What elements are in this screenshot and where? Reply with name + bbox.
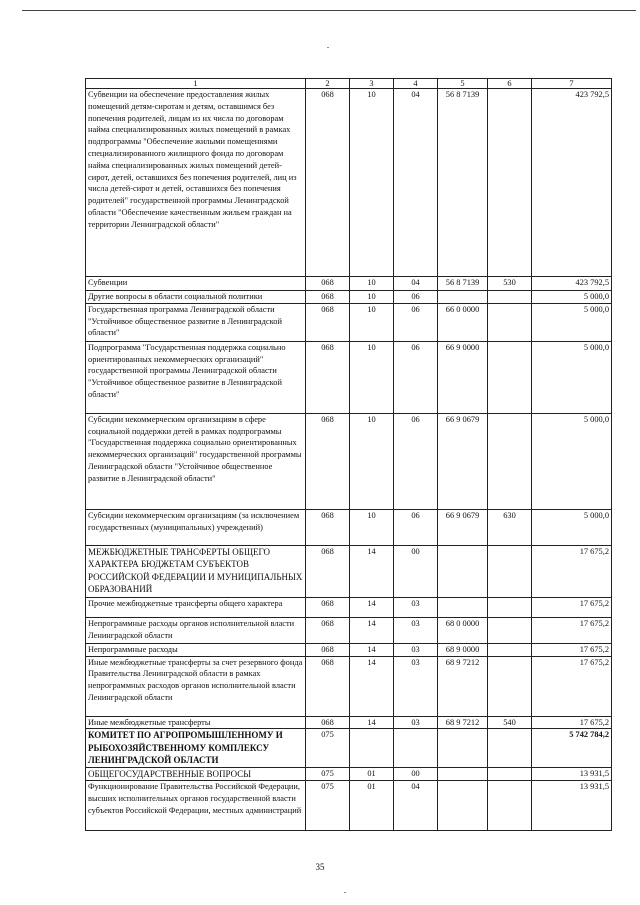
code-target: 66 9 0000 xyxy=(438,341,488,413)
table-row xyxy=(86,413,612,509)
row-name: Функционирование Правительства Российской Федерации, высших исполнительных органов государственной власти субъектов Российской Федерации, местных администраций xyxy=(86,781,306,831)
table-row xyxy=(86,643,612,656)
column-header: 6 xyxy=(488,79,532,89)
code-expense-type xyxy=(488,291,532,304)
code-expense-type xyxy=(488,656,532,716)
code-section: 01 xyxy=(350,767,394,781)
code-section: 14 xyxy=(350,597,394,617)
code-subsection: 06 xyxy=(394,303,438,341)
amount: 5 000,0 xyxy=(532,509,612,545)
column-header: 1 xyxy=(86,79,306,89)
code-gov: 068 xyxy=(306,643,350,656)
row-name: Субсидии некоммерческим организациям (за исключением государственных (муниципальных) учреждений) xyxy=(86,509,306,545)
code-target xyxy=(438,291,488,304)
scan-speck xyxy=(344,892,346,893)
code-expense-type xyxy=(488,643,532,656)
code-section: 10 xyxy=(350,291,394,304)
code-expense-type xyxy=(488,781,532,831)
code-target: 68 9 0000 xyxy=(438,643,488,656)
code-subsection: 06 xyxy=(394,509,438,545)
code-expense-type xyxy=(488,413,532,509)
code-expense-type xyxy=(488,545,532,597)
code-section: 10 xyxy=(350,89,394,277)
amount: 5 742 784,2 xyxy=(532,729,612,768)
code-gov: 068 xyxy=(306,597,350,617)
table-row xyxy=(86,781,612,831)
code-gov: 075 xyxy=(306,729,350,768)
amount: 5 000,0 xyxy=(532,413,612,509)
row-name: Другие вопросы в области социальной политики xyxy=(86,291,306,304)
amount: 423 792,5 xyxy=(532,277,612,291)
code-subsection: 06 xyxy=(394,413,438,509)
amount: 5 000,0 xyxy=(532,291,612,304)
table-row xyxy=(86,656,612,716)
code-subsection: 00 xyxy=(394,767,438,781)
code-section: 10 xyxy=(350,413,394,509)
table-row xyxy=(86,303,612,341)
amount: 17 675,2 xyxy=(532,716,612,729)
code-target: 66 9 0679 xyxy=(438,509,488,545)
amount: 17 675,2 xyxy=(532,656,612,716)
code-section: 14 xyxy=(350,643,394,656)
code-expense-type xyxy=(488,597,532,617)
table-header-row xyxy=(86,79,612,89)
code-section: 10 xyxy=(350,277,394,291)
row-name: ОБЩЕГОСУДАРСТВЕННЫЕ ВОПРОСЫ xyxy=(86,767,306,781)
code-expense-type xyxy=(488,89,532,277)
code-subsection: 04 xyxy=(394,89,438,277)
code-section: 10 xyxy=(350,303,394,341)
row-name: Подпрограмма "Государственная поддержка социально ориентированных некоммерческих организаций" государственной программы Ленинградской области "Устойчивое общественное развитие в Ленинградской области" xyxy=(86,341,306,413)
code-expense-type: 630 xyxy=(488,509,532,545)
code-expense-type xyxy=(488,767,532,781)
table-row xyxy=(86,291,612,304)
table-row xyxy=(86,729,612,768)
row-name: Субвенции на обеспечение предоставления жилых помещений детям-сиротам и детям, оставшимся без попечения родителей, лицам из их числа по договорам найма специализированных жилых помещений в рамках подпрограммы "Обеспечение жилыми помещениями специализированного жилищного фонда по договорам найма специализированных жилых помещений детей-сирот, детей, оставшихся без попечения родителей, лиц из числа детей-сирот и детей, оставшихся без попечения родителей" государственной программы Ленинградской области "Обеспечение качественным жильем граждан на территории Ленинградской области" xyxy=(86,89,306,277)
amount: 17 675,2 xyxy=(532,643,612,656)
code-section: 14 xyxy=(350,617,394,643)
code-gov: 068 xyxy=(306,277,350,291)
amount: 423 792,5 xyxy=(532,89,612,277)
table-row xyxy=(86,597,612,617)
code-section: 10 xyxy=(350,341,394,413)
row-name: Прочие межбюджетные трансферты общего характера xyxy=(86,597,306,617)
code-subsection: 04 xyxy=(394,277,438,291)
row-name: КОМИТЕТ ПО АГРОПРОМЫШЛЕННОМУ И РЫБОХОЗЯЙСТВЕННОМУ КОМПЛЕКСУ ЛЕНИНГРАДСКОЙ ОБЛАСТИ xyxy=(86,729,306,768)
code-gov: 068 xyxy=(306,617,350,643)
code-section: 14 xyxy=(350,656,394,716)
code-section: 14 xyxy=(350,545,394,597)
code-subsection: 06 xyxy=(394,291,438,304)
code-target: 66 9 0679 xyxy=(438,413,488,509)
page-number: 35 xyxy=(315,862,325,872)
code-subsection xyxy=(394,729,438,768)
column-header: 3 xyxy=(350,79,394,89)
table-row xyxy=(86,617,612,643)
code-target: 68 9 7212 xyxy=(438,656,488,716)
code-expense-type xyxy=(488,729,532,768)
code-gov: 075 xyxy=(306,767,350,781)
code-gov: 068 xyxy=(306,509,350,545)
top-border-line xyxy=(22,10,636,11)
code-subsection: 03 xyxy=(394,643,438,656)
row-name: Иные межбюджетные трансферты xyxy=(86,716,306,729)
table-row xyxy=(86,545,612,597)
code-subsection: 04 xyxy=(394,781,438,831)
column-header: 5 xyxy=(438,79,488,89)
table-row xyxy=(86,716,612,729)
table-row xyxy=(86,767,612,781)
code-gov: 068 xyxy=(306,291,350,304)
code-target xyxy=(438,597,488,617)
code-subsection: 00 xyxy=(394,545,438,597)
scan-speck xyxy=(327,47,329,48)
amount: 17 675,2 xyxy=(532,545,612,597)
code-target: 56 8 7139 xyxy=(438,89,488,277)
code-gov: 075 xyxy=(306,781,350,831)
row-name: Государственная программа Ленинградской области "Устойчивое общественное развитие в Ленинградской области" xyxy=(86,303,306,341)
column-header: 4 xyxy=(394,79,438,89)
row-name: Иные межбюджетные трансферты за счет резервного фонда Правительства Ленинградской области в рамках непрограммных расходов органов исполнительной власти Ленинградской области xyxy=(86,656,306,716)
code-target xyxy=(438,767,488,781)
code-gov: 068 xyxy=(306,303,350,341)
code-target: 68 0 0000 xyxy=(438,617,488,643)
code-subsection: 03 xyxy=(394,656,438,716)
code-gov: 068 xyxy=(306,341,350,413)
code-target xyxy=(438,729,488,768)
code-target xyxy=(438,545,488,597)
code-expense-type xyxy=(488,303,532,341)
code-subsection: 03 xyxy=(394,716,438,729)
table-row xyxy=(86,277,612,291)
row-name: МЕЖБЮДЖЕТНЫЕ ТРАНСФЕРТЫ ОБЩЕГО ХАРАКТЕРА БЮДЖЕТАМ СУБЪЕКТОВ РОССИЙСКОЙ ФЕДЕРАЦИИ И МУНИЦИПАЛЬНЫХ ОБРАЗОВАНИЙ xyxy=(86,545,306,597)
code-target: 56 8 7139 xyxy=(438,277,488,291)
amount: 13 931,5 xyxy=(532,767,612,781)
code-gov: 068 xyxy=(306,545,350,597)
row-name: Субвенции xyxy=(86,277,306,291)
amount: 17 675,2 xyxy=(532,597,612,617)
code-section: 10 xyxy=(350,509,394,545)
code-target: 68 9 7212 xyxy=(438,716,488,729)
code-subsection: 06 xyxy=(394,341,438,413)
code-section: 01 xyxy=(350,781,394,831)
code-expense-type: 530 xyxy=(488,277,532,291)
row-name: Непрограммные расходы xyxy=(86,643,306,656)
code-expense-type: 540 xyxy=(488,716,532,729)
code-section: 14 xyxy=(350,716,394,729)
column-header: 2 xyxy=(306,79,350,89)
amount: 13 931,5 xyxy=(532,781,612,831)
code-section xyxy=(350,729,394,768)
code-gov: 068 xyxy=(306,413,350,509)
code-expense-type xyxy=(488,341,532,413)
code-subsection: 03 xyxy=(394,597,438,617)
amount: 17 675,2 xyxy=(532,617,612,643)
budget-table xyxy=(85,78,612,831)
code-expense-type xyxy=(488,617,532,643)
table-row xyxy=(86,89,612,277)
code-gov: 068 xyxy=(306,716,350,729)
table-row xyxy=(86,341,612,413)
column-header: 7 xyxy=(532,79,612,89)
row-name: Субсидии некоммерческим организациям в сфере социальной поддержки детей в рамках подпрограммы "Государственная поддержка социально ориентированных некоммерческих организаций" государственной программы Ленинградской области "Устойчивое общественное развитие в Ленинградской области" xyxy=(86,413,306,509)
code-subsection: 03 xyxy=(394,617,438,643)
code-gov: 068 xyxy=(306,656,350,716)
amount: 5 000,0 xyxy=(532,341,612,413)
code-target xyxy=(438,781,488,831)
amount: 5 000,0 xyxy=(532,303,612,341)
code-gov: 068 xyxy=(306,89,350,277)
row-name: Непрограммные расходы органов исполнительной власти Ленинградской области xyxy=(86,617,306,643)
code-target: 66 0 0000 xyxy=(438,303,488,341)
table-row xyxy=(86,509,612,545)
